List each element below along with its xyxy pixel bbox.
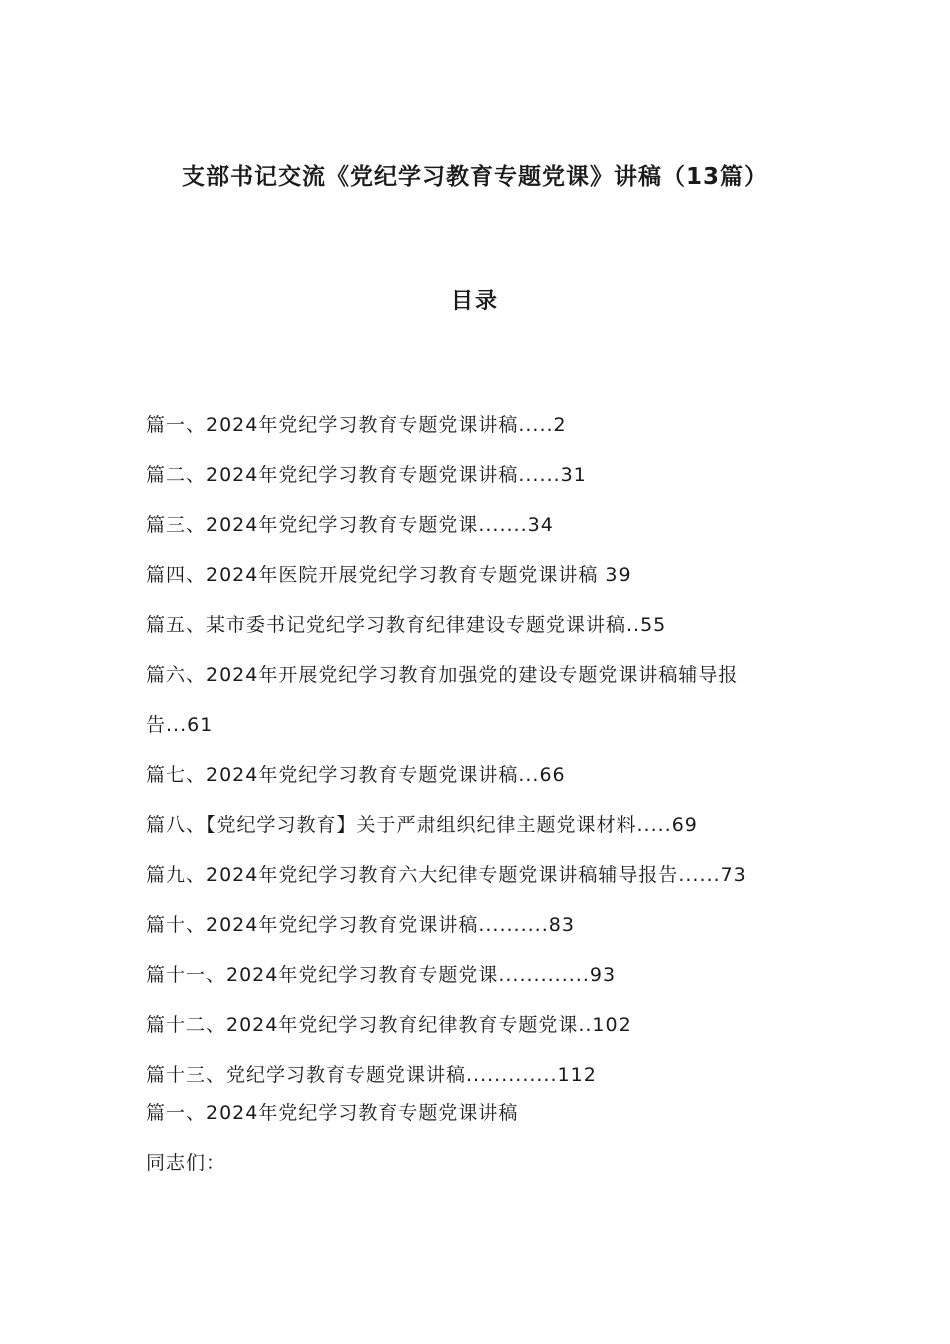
toc-entry-3[interactable]: 篇三、2024年党纪学习教育专题党课.......34: [146, 514, 554, 536]
toc-entry-10[interactable]: 篇十、2024年党纪学习教育党课讲稿..........83: [146, 914, 575, 936]
toc-heading: 目录: [450, 289, 499, 314]
toc-entry-1[interactable]: 篇一、2024年党纪学习教育专题党课讲稿.....2: [146, 414, 567, 436]
toc-entry-8[interactable]: 篇八、【党纪学习教育】关于严肃组织纪律主题党课材料.....69: [146, 814, 698, 836]
toc-entry-7[interactable]: 篇七、2024年党纪学习教育专题党课讲稿...66: [146, 764, 566, 786]
toc-entry-2[interactable]: 篇二、2024年党纪学习教育专题党课讲稿......31: [146, 464, 587, 486]
table-of-contents: [146, 400, 816, 1100]
section-title: 篇一、2024年党纪学习教育专题党课讲稿: [146, 1102, 519, 1124]
toc-entry-5[interactable]: 篇五、某市委书记党纪学习教育纪律建设专题党课讲稿..55: [146, 614, 667, 636]
toc-entry-13[interactable]: 篇十三、党纪学习教育专题党课讲稿.............112: [146, 1064, 597, 1086]
document-title: 支部书记交流《党纪学习教育专题党课》讲稿（13篇）: [181, 164, 768, 190]
toc-entry-12[interactable]: 篇十二、2024年党纪学习教育纪律教育专题党课..102: [146, 1014, 632, 1036]
toc-entry-4[interactable]: 篇四、2024年医院开展党纪学习教育专题党课讲稿 39: [146, 564, 632, 586]
toc-entry-11[interactable]: 篇十一、2024年党纪学习教育专题党课.............93: [146, 964, 617, 986]
salutation: 同志们：: [146, 1152, 227, 1174]
toc-entry-6-continued[interactable]: 告...61: [146, 714, 214, 736]
toc-entry-9[interactable]: 篇九、2024年党纪学习教育六大纪律专题党课讲稿辅导报告......73: [146, 864, 747, 886]
toc-entry-6[interactable]: 篇六、2024年开展党纪学习教育加强党的建设专题党课讲稿辅导报: [146, 664, 739, 686]
